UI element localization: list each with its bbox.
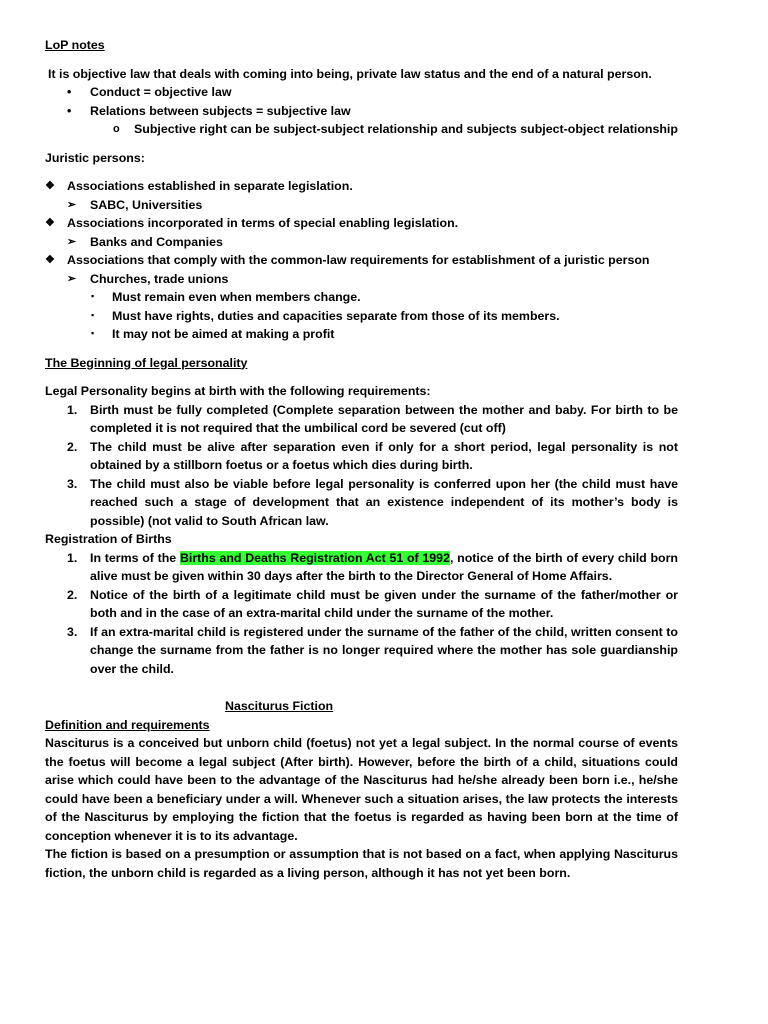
definition-heading: Definition and requirements [45, 717, 210, 732]
paragraph: The fiction is based on a presumption or assumption that is not based on a fact, when applying Nasciturus fiction, the unborn child is regarded as a living person, although it has not yet been born. [45, 847, 678, 880]
paragraph: Nasciturus is a conceived but unborn child (foetus) not yet a legal subject. In the normal course of events the foetus will become a legal subject (After birth). However, before the birth of a child, situations could arise which could have been to the advantage of the Nasciturus had he/she already been born i.e., he/she could have been a beneficiary under a will. Whenever such a situation arises, the law protects the interests of the Nasciturus by employing the fiction that the foetus is regarded as having been born at the time of conception whenever it is to its advantage. [45, 736, 678, 843]
list-item: ➢ Churches, trade unions [45, 270, 678, 289]
list-item: 2. The child must be alive after separation even if only for a short period, legal personality is not obtained by a stillborn foetus or a foetus which dies during birth. [67, 439, 678, 472]
diamond-bullet-icon: ❖ [45, 180, 55, 192]
square-bullet-icon: ▪ [91, 328, 95, 338]
square-bullet-icon: ▪ [91, 309, 95, 320]
list-item: • Conduct = objective law [45, 83, 678, 102]
list-item: ❖ Associations established in separate legislation. [45, 177, 678, 196]
list-item: 2. Notice of the birth of a legitimate child must be given under the surname of the father/mother or both and in the case of an extra-marital child under the surname of the mother. [67, 587, 678, 620]
registration-heading: Registration of Births [45, 532, 172, 546]
list-item: ➢ SABC, Universities [45, 196, 678, 215]
list-item: • Relations between subjects = subjective law [45, 102, 678, 121]
circle-bullet-icon: o [113, 123, 120, 135]
intro-text: It is objective law that deals with coming into being, private law status and the end of a natural person. [48, 66, 652, 81]
highlighted-act: Births and Deaths Registration Act 51 of 1992 [179, 550, 450, 565]
square-bullet-icon: ▪ [91, 291, 95, 301]
list-item: ➢ Banks and Companies [45, 233, 678, 252]
nasciturus-title: Nasciturus Fiction [225, 699, 334, 713]
beginning-heading: The Beginning of legal personality [45, 355, 248, 370]
list-item: ▪ It may not be aimed at making a profit [45, 325, 678, 344]
list-item: o Subjective right can be subject-subject relationship and subjects subject-object relationship [45, 120, 678, 139]
list-item: 1. In terms of the Births and Deaths Registration Act 51 of 1992, notice of the birth of every child born alive must be given within 30 days after the birth to the Director General of Home Affairs. [67, 550, 679, 583]
legal-intro: Legal Personality begins at birth with the following requirements: [45, 384, 431, 398]
list-item: 3. If an extra-marital child is registered under the surname of the father of the child, written consent to change the surname from the father is no longer required where the mother has sole guardianship over the child. [67, 624, 678, 676]
list-item: 1. Birth must be fully completed (Complete separation between the mother and baby. For birth to be completed it is not required that the umbilical cord be severed (cut off) [67, 402, 678, 435]
juristic-heading: Juristic persons: [45, 150, 145, 165]
list-item: 3. The child must also be viable before legal personality is conferred upon her (the child must have reached such a stage of development that an existence independent of its mother’s body is possible) (not valid to South African law. [67, 476, 678, 528]
arrow-bullet-icon: ➢ [67, 272, 77, 285]
diamond-bullet-icon: ❖ [45, 217, 55, 229]
page-title: LoP notes [45, 38, 105, 52]
arrow-bullet-icon: ➢ [67, 235, 77, 248]
list-item: ❖ Associations incorporated in terms of special enabling legislation. [45, 214, 678, 233]
list-item: ▪ Must remain even when members change. [45, 288, 678, 307]
arrow-bullet-icon: ➢ [67, 198, 77, 211]
list-item: ❖ Associations that comply with the common-law requirements for establishment of a juristic person [45, 251, 678, 270]
diamond-bullet-icon: ❖ [45, 254, 55, 266]
bullet-icon: • [67, 85, 72, 99]
document-page [45, 36, 678, 882]
list-item: ▪ Must have rights, duties and capacities separate from those of its members. [45, 307, 678, 326]
bullet-icon: • [67, 103, 72, 118]
